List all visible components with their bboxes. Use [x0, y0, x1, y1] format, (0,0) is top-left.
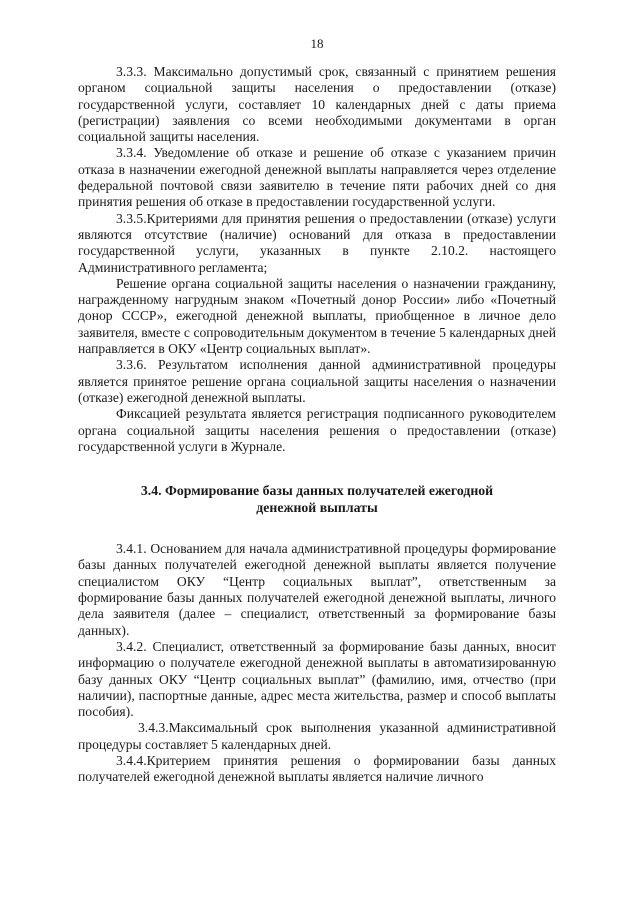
paragraph-3-3-3: 3.3.3. Максимально допустимый срок, связанный с принятием решения органом социальной защиты населения о предоставлении (отказе) государственной услуги, составляет 10 календарных дней с даты приема (регистрации) заявления со всеми необходимыми документами в орган социальной защиты населения. — [78, 64, 556, 145]
paragraph-3-4-3: 3.4.3.Максимальный срок выполнения указанной административной процедуры составляет 5 календарных дней. — [78, 720, 556, 752]
paragraph-result-fixation: Фиксацией результата является регистрация подписанного руководителем органа социальной защиты населения решения о предоставлении (отказе) государственной услуги в Журнале. — [78, 406, 556, 454]
paragraph-decision-donor: Решение органа социальной защиты населения о назначении гражданину, награжденному нагрудным знаком «Почетный донор России» либо «Почетный донор СССР», ежегодной денежной выплаты, приобщенное в личное дело заявителя, вместе с сопроводительным документом в течение 5 календарных дней направляется в ОКУ «Центр социальных выплат». — [78, 275, 556, 357]
paragraph-3-3-4: 3.3.4. Уведомление об отказе и решение об отказе с указанием причин отказа в назначении ежегодной денежной выплаты направляется через отделение федеральной почтовой связи заявителю в течение пяти рабочих дней со дня принятия решения об отказе в предоставлении государственной услуги. — [78, 145, 556, 210]
page-number: 18 — [310, 36, 324, 51]
paragraph-3-3-6: 3.3.6. Результатом исполнения данной административной процедуры является принятое решение органа социальной защиты населения о назначении (отказе) ежегодной денежной выплаты. — [78, 357, 556, 405]
section-heading-3-4 — [78, 482, 556, 516]
paragraph-3-4-1: 3.4.1. Основанием для начала административной процедуры формирование базы данных получателей ежегодной денежной выплаты является получение специалистом ОКУ “Центр социальных выплат”, ответственным за формирование базы данных получателей ежегодной денежной выплаты, личного дела заявителя (далее – специалист, ответственный за формирование базы данных). — [78, 541, 556, 638]
section-heading-line-1: 3.4. Формирование базы данных получателей ежегодной — [140, 483, 494, 499]
paragraph-3-4-4: 3.4.4.Критерием принятия решения о формировании базы данных получателей ежегодной денежной выплаты является наличие личного — [78, 752, 556, 785]
paragraph-3-3-5: 3.3.5.Критериями для принятия решения о предоставлении (отказе) услуги являются отсутствие (наличие) оснований для отказа в предоставлении государственной услуги, указанных в пункте 2.10.2. настоящего Административного регламента; — [78, 210, 556, 275]
section-heading-line-2: денежной выплаты — [256, 500, 378, 516]
paragraph-3-4-2: 3.4.2. Специалист, ответственный за формирование базы данных, вносит информацию о получателе ежегодной денежной выплаты в автоматизированную базу данных ОКУ “Центр социальных выплат” (фамилию, имя, отчество (при наличии), паспортные данные, адрес места жительства, размер и способ выплаты пособия). — [78, 638, 556, 720]
